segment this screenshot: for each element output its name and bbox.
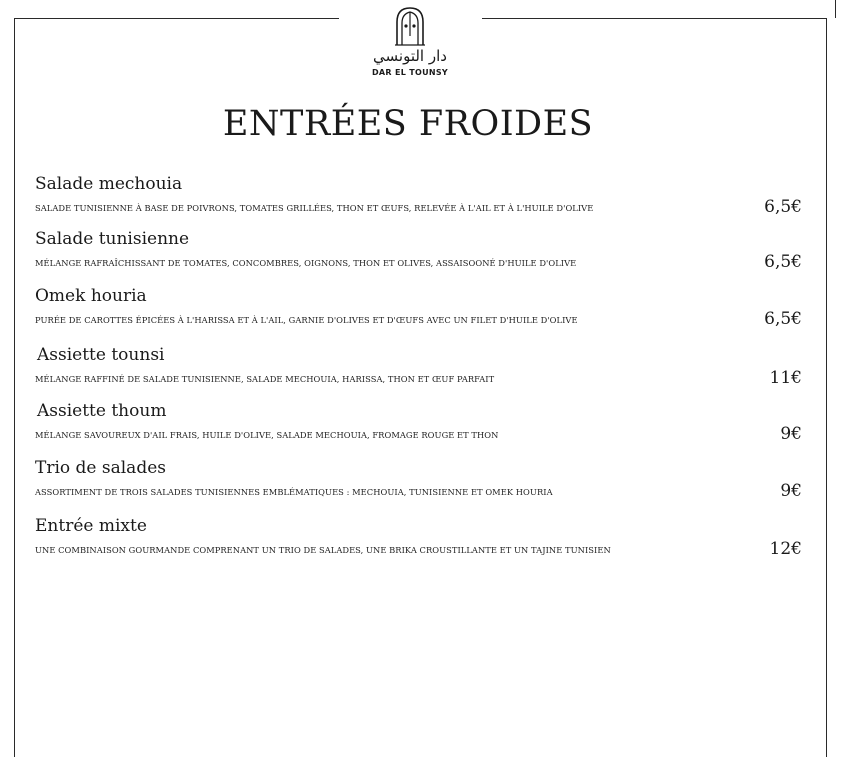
item-price: 6,5€ bbox=[764, 252, 802, 272]
item-name: Assiette tounsi bbox=[37, 345, 165, 365]
menu-item bbox=[35, 344, 805, 388]
menu-item bbox=[35, 285, 805, 329]
item-description: MÉLANGE RAFRAÎCHISSANT DE TOMATES, CONCOMBRES, OIGNONS, THON ET OLIVES, ASSAISOОNÉ D'HUILE D'OLIVE bbox=[35, 258, 577, 268]
item-description: MÉLANGE RAFFINÉ DE SALADE TUNISIENNE, SALADE MECHOUIA, HARISSA, THON ET ŒUF PARFAIT bbox=[35, 374, 495, 384]
page-title: ENTRÉES FROIDES bbox=[222, 104, 594, 144]
item-price: 6,5€ bbox=[764, 309, 802, 329]
logo-latin-text: DAR EL TOUNSY bbox=[371, 68, 449, 77]
menu-item bbox=[35, 515, 805, 559]
item-price: 9€ bbox=[780, 481, 802, 501]
item-description: ASSORTIMENT DE TROIS SALADES TUNISIENNES EMBLÉMATIQUES : MECHOUIA, TUNISIENNE ET OMEK HOURIA bbox=[35, 487, 553, 497]
item-description: PURÉE DE CAROTTES ÉPICÉES À L'HARISSA ET À L'AIL, GARNIE D'OLIVES ET D'ŒUFS AVEC UN FILET D'HUILE D'OLIVE bbox=[35, 315, 578, 325]
menu-item bbox=[35, 173, 805, 217]
item-price: 11€ bbox=[769, 368, 802, 388]
item-description: SALADE TUNISIENNE À BASE DE POIVRONS, TOMATES GRILLÉES, THON ET ŒUFS, RELEVÉE À L'AIL ET À L'HUILE D'OLIVE bbox=[35, 203, 594, 213]
item-price: 6,5€ bbox=[764, 197, 802, 217]
item-price: 12€ bbox=[769, 539, 802, 559]
item-price: 9€ bbox=[780, 424, 802, 444]
restaurant-logo bbox=[350, 6, 470, 86]
item-name: Salade mechouia bbox=[35, 174, 183, 194]
frame-top-right-line bbox=[482, 18, 827, 19]
frame-right-line bbox=[826, 18, 827, 757]
item-name: Salade tunisienne bbox=[35, 229, 190, 249]
item-name: Omek houria bbox=[35, 286, 147, 306]
menu-item bbox=[35, 457, 805, 501]
item-name: Trio de salades bbox=[35, 458, 166, 478]
item-description: MÉLANGE SAVOUREUX D'AIL FRAIS, HUILE D'OLIVE, SALADE MECHOUIA, FROMAGE ROUGE ET THON bbox=[35, 430, 499, 440]
menu-item bbox=[35, 400, 805, 444]
item-name: Entrée mixte bbox=[35, 516, 147, 536]
logo-arabic-text: دار التونسي bbox=[373, 47, 447, 65]
item-name: Assiette thoum bbox=[37, 401, 167, 421]
item-description: UNE COMBINAISON GOURMANDE COMPRENANT UN TRIO DE SALADES, UNE BRIKA CROUSTILLANTE ET UN TAJINE TUNISIEN bbox=[35, 545, 611, 555]
menu-item bbox=[35, 228, 805, 272]
frame-outer-line bbox=[835, 0, 836, 18]
arch-icon bbox=[394, 6, 426, 46]
frame-top-left-line bbox=[14, 18, 339, 19]
